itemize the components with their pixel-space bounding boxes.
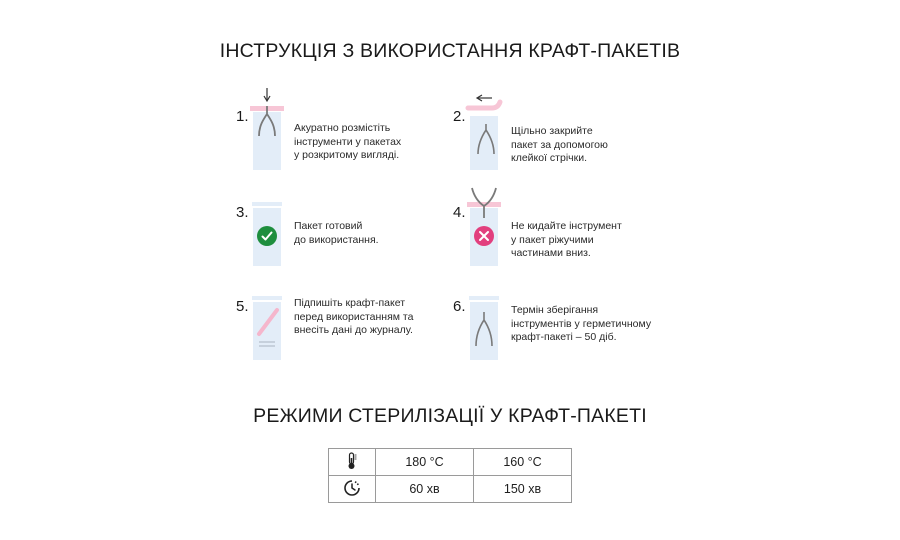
wrong-direction-cross-icon: [469, 186, 499, 250]
table-row: [329, 449, 572, 476]
desc-line: Щільно закрийте: [511, 125, 593, 137]
step-number: 6.: [453, 298, 466, 315]
page-title: ІНСТРУКЦІЯ З ВИКОРИСТАННЯ КРАФТ-ПАКЕТІВ: [219, 40, 681, 62]
desc-line: Підпишіть крафт-пакет: [294, 297, 406, 309]
desc-line: Термін зберігання: [511, 304, 599, 316]
step-5: [236, 280, 456, 360]
desc-line: крафт-пакеті – 50 діб.: [511, 331, 617, 343]
desc-line: до використання.: [294, 233, 379, 246]
desc-line: пакет за допомогою: [511, 138, 608, 151]
table-row: [329, 476, 572, 503]
modes-title: РЕЖИМИ СТЕРИЛІЗАЦІЇ У КРАФТ-ПАКЕТІ: [253, 405, 647, 427]
step-number: 2.: [453, 108, 466, 125]
time-value: 60 хв: [376, 476, 474, 503]
step-6: [453, 280, 673, 360]
bag-top: [252, 296, 282, 300]
step-description: [511, 220, 622, 261]
desc-line: Акуратно розмістіть: [294, 122, 391, 134]
desc-line: інструменти у пакетах: [294, 135, 402, 148]
icon-cell: [329, 476, 376, 503]
clock-icon: [343, 479, 361, 497]
step-number: 5.: [236, 298, 249, 315]
step-description: [294, 220, 379, 247]
sterilization-modes-table: [328, 448, 572, 503]
icon-cell: [329, 449, 376, 476]
time-value: 150 хв: [474, 476, 572, 503]
sealed-bag-nippers-icon: [472, 310, 496, 354]
temperature-value: 180 °C: [376, 449, 474, 476]
step-2: [453, 90, 673, 170]
nippers-in-open-bag-arrow-down-icon: [255, 88, 279, 152]
desc-line: інструментів у герметичному: [511, 317, 652, 330]
desc-line: Пакет готовий: [294, 220, 363, 232]
thermometer-icon: [346, 452, 358, 470]
bag-top: [252, 202, 282, 206]
step-description: [294, 122, 401, 163]
step-3: [236, 186, 456, 266]
step-number: 3.: [236, 204, 249, 221]
temperature-value: 160 °C: [474, 449, 572, 476]
step-description: [511, 125, 608, 166]
step-1: [236, 90, 456, 170]
desc-line: частинами вниз.: [511, 247, 591, 259]
desc-line: Не кидайте інструмент: [511, 220, 622, 232]
bag-ready-check-icon: [257, 226, 277, 246]
step-number: 1.: [236, 108, 249, 125]
step-description: [511, 304, 651, 345]
desc-line: внесіть дані до журналу.: [294, 324, 413, 336]
step-number: 4.: [453, 204, 466, 221]
step-description: [294, 297, 413, 338]
bag-tape-close-arrow-left-icon: [466, 92, 506, 166]
desc-line: перед використанням та: [294, 310, 414, 323]
desc-line: у пакет ріжучими: [511, 233, 594, 246]
desc-line: у розкритому вигляді.: [294, 149, 400, 161]
bag-top: [469, 296, 499, 300]
step-4: [453, 186, 673, 266]
desc-line: клейкої стрічки.: [511, 152, 588, 164]
bag-pen-sign-icon: [255, 304, 281, 354]
